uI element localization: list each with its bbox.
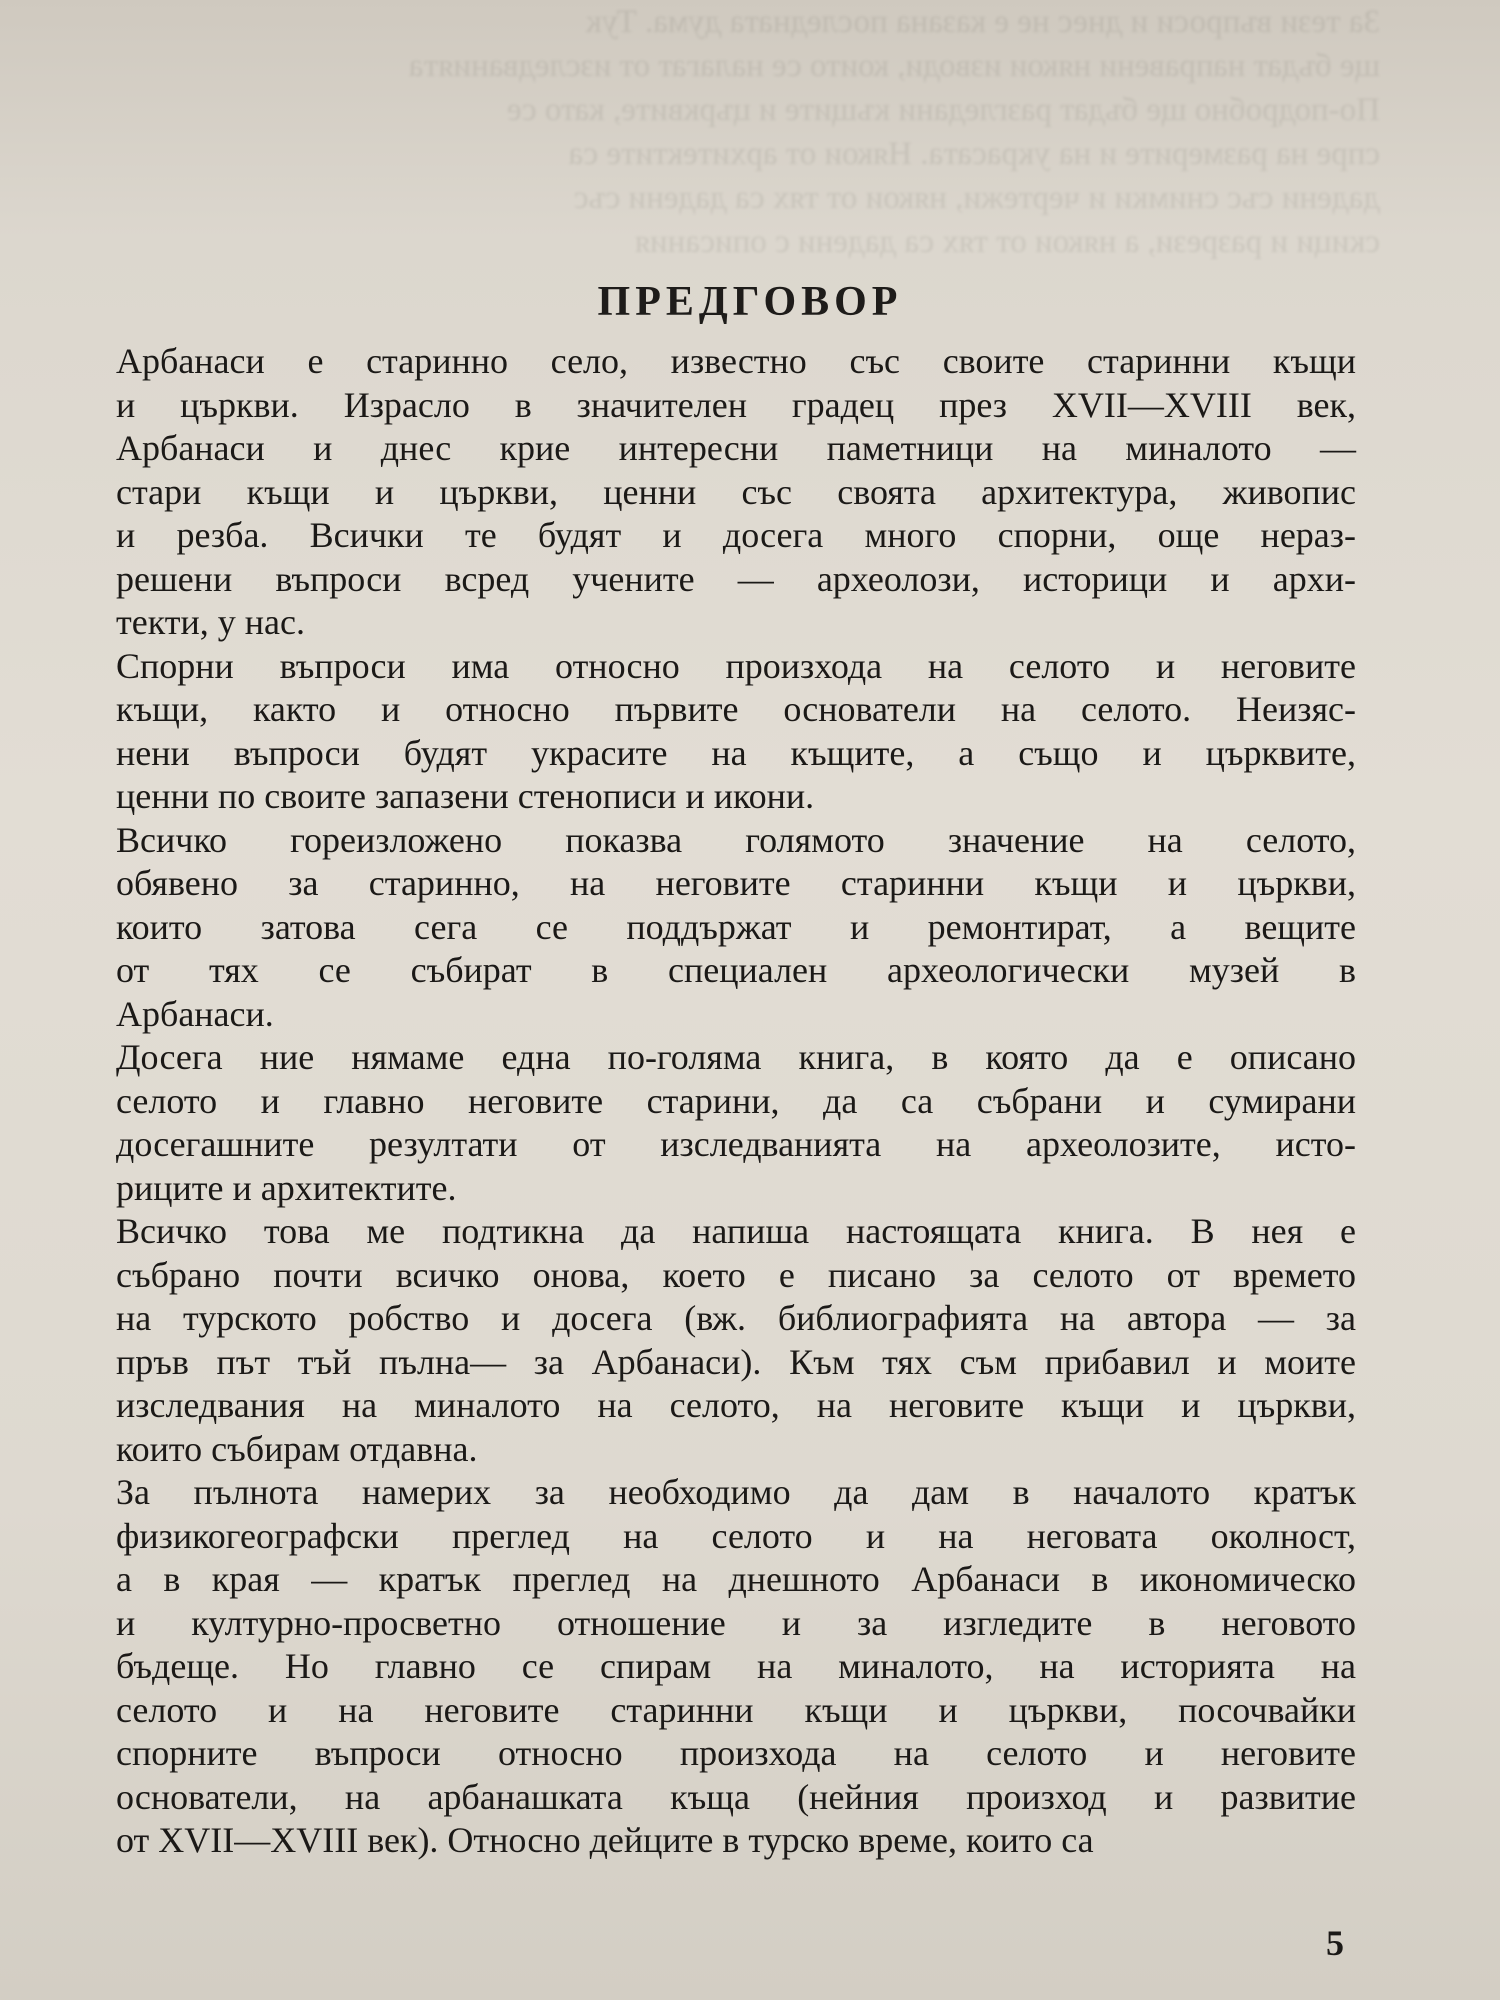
paragraph (116, 340, 1356, 645)
text-line: физикогеографски преглед на селото и на неговата околност, (116, 1515, 1356, 1556)
text-line: риците и архитектите. (116, 1167, 457, 1208)
text-line: За пълнота намерих за необходимо да дам в началото кратък (116, 1472, 1356, 1512)
text-line: Всичко гореизложено показва голямото значение на селото, (116, 819, 1356, 860)
text-line: селото и главно неговите старини, да са събрани и сумирани (116, 1080, 1356, 1121)
text-line: Арбанаси и днес крие интересни паметници на миналото — (116, 428, 1356, 468)
text-line: ценни по своите запазени стенописи и икони. (116, 776, 815, 816)
text-line: обявено за старинно, на неговите старинни къщи и църкви, (116, 863, 1356, 903)
text-line: а в края — кратък преглед на днешното Арбанаси в икономическо (116, 1559, 1356, 1599)
text-line: пръв път тъй пълна— за Арбанаси). Към тях съм прибавил и моите (116, 1341, 1356, 1382)
text-line: които затова сега се поддържат и ремонтират, а вещите (116, 906, 1356, 947)
text-line: основатели, на арбанашката къща (нейния произход и развитие (116, 1776, 1356, 1817)
paragraph (116, 819, 1356, 1037)
paragraph (116, 1210, 1356, 1471)
text-line: и резба. Всички те будят и досега много спорни, още нераз- (116, 515, 1356, 555)
text-line: стари къщи и църкви, ценни със своята архитектура, живопис (116, 471, 1356, 512)
text-line: и културно-просветно отношение и за изгледите в неговото (116, 1602, 1356, 1643)
text-line: събрано почти всичко онова, което е писано за селото от времето (116, 1254, 1356, 1295)
text-line: които събирам отдавна. (116, 1428, 478, 1469)
text-line: къщи, както и относно първите основатели на селото. Неизяс- (116, 689, 1356, 729)
paragraph (116, 645, 1356, 819)
body-text (116, 340, 1356, 1863)
text-line: Арбанаси е старинно село, известно със своите старинни къщи (116, 341, 1356, 381)
text-line: досегашните резултати от изследванията на археолозите, исто- (116, 1124, 1356, 1164)
text-line: Спорни въпроси има относно произхода на селото и неговите (116, 645, 1356, 686)
text-line: Арбанаси. (116, 993, 274, 1034)
page-title: ПРЕДГОВОР (597, 279, 903, 326)
text-line: Всичко това ме подтикна да напиша настоящата книга. В нея е (116, 1211, 1356, 1251)
text-line: от тях се събират в специален археологически музей в (116, 950, 1356, 990)
text-line: решени въпроси всред учените — археолози, историци и архи- (116, 558, 1356, 599)
text-line: и църкви. Израсло в значителен градец през XVII—XVIII век, (116, 384, 1356, 425)
text-line: изследвания на миналото на селото, на неговите къщи и църкви, (116, 1385, 1356, 1425)
page-number: 5 (1326, 1923, 1344, 1963)
text-line: селото и на неговите старинни къщи и църкви, посочвайки (116, 1689, 1356, 1730)
text-line: текти, у нас. (116, 602, 305, 642)
text-line: Досега ние нямаме една по-голяма книга, в която да е описано (116, 1037, 1356, 1077)
text-line: нени въпроси будят украсите на къщите, а също и църквите, (116, 732, 1356, 773)
paragraph (116, 1036, 1356, 1210)
paragraph (116, 1471, 1356, 1863)
text-line: на турското робство и досега (вж. библиографията на автора — за (116, 1298, 1356, 1338)
show-through-text: За тези въпроси и днес не е казана последната дума. Тук ще бъдат направени някои изводи, които се налагат от изследванията По-подробно ще бъдат разгледани къщите и църквите, като се спре на размерите и на украсата. Някои от архитектите са дадени със снимки и чертежи, някои от тях са дадени със скици и разрези, а някои от тях са дадени с описания (408, 4, 1380, 260)
text-line: спорните въпроси относно произхода на селото и неговите (116, 1733, 1356, 1773)
text-line: от XVII—XVIII век). Относно дейците в турско време, които са (116, 1820, 1094, 1860)
text-line: бъдеще. Но главно се спирам на миналото, на историята на (116, 1646, 1356, 1686)
